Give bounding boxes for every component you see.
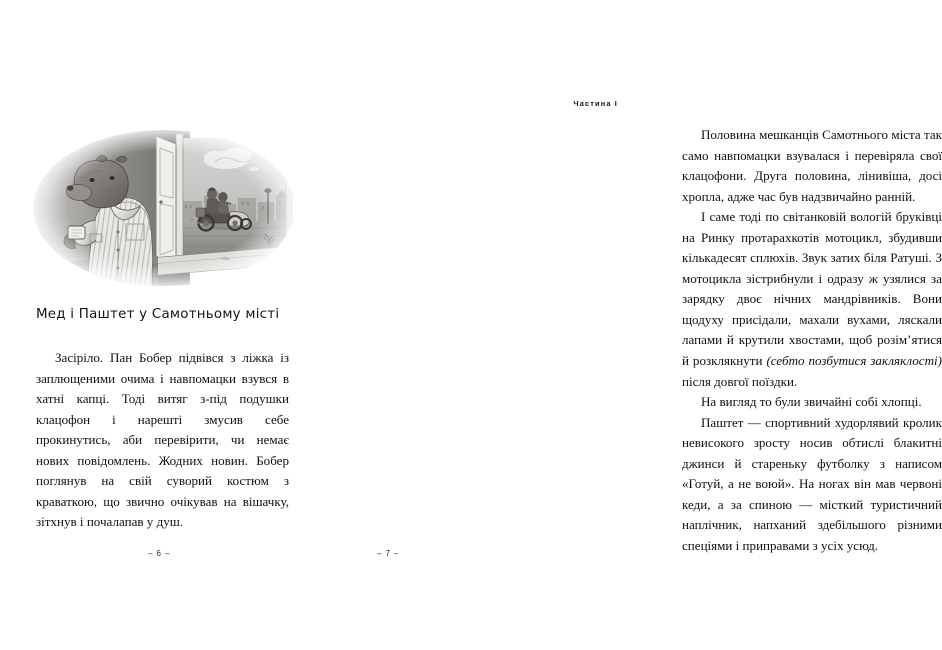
- right-page-body-text: [682, 125, 942, 556]
- chapter-title: Мед і Паштет у Самотньому місті: [36, 306, 280, 322]
- beaver-in-pajamas-illustration: [30, 128, 298, 288]
- left-page: [0, 0, 325, 650]
- paragraph: Паштет — спортивний худорлявий кролик невисокого зросту носив обтислі блакитні джинси й стареньку футболку з написом «Готуй, а не воюй». На ногах він мав червоні кеди, а за спиною — місткий туристичний наплічник, напханий здебільшого різними спеціями і приправами з усіх усюд.: [682, 414, 942, 553]
- paragraph-with-italic: [682, 207, 942, 392]
- page-number-left: – 6 –: [148, 549, 171, 558]
- italic-aside: (себто позбутися закляклості): [766, 353, 942, 369]
- left-page-body-text: [36, 348, 289, 533]
- page-number-right: – 7 –: [377, 549, 400, 558]
- paragraph: На вигляд то були звичайні собі хлопці.: [701, 394, 922, 410]
- paragraph-text-before-italic: І саме тоді по світанковій вологій бруківці на Ринку протарахкотів мотоцикл, збудивши кількадесят сплюхів. Звук затих біля Ратуші. З мотоцикла зістрибнули і одразу ж узялися за зарядку двоє нічних мандрівників. Вони щодуху присідали, махали вухами, ляскали лапами й крутили хвостами, щоб розім’ятися й розклякнути: [682, 209, 942, 369]
- paragraph: Засіріло. Пан Бобер підвівся з ліжка із заплющеними очима і навпомацки взувся в хатні капці. Тоді витяг з-під подушки клацофон і нарешті змусив себе прокинутись, аби перевірити, чи немає нових повідомлень. Жодних новин. Бобер поглянув на свій суворий костюм з краваткою, що звично очікував на вішачку, зітхнув і почалапав у душ.: [36, 350, 289, 530]
- paragraph-text-after-italic: після довгої поїздки.: [682, 373, 798, 389]
- running-head: Частина І: [573, 99, 618, 108]
- right-page: [325, 0, 942, 650]
- paragraph: Половина мешканців Самотнього міста так само навпомацки взувалася і перевіряла свої клацофони. Друга половина, лінивіша, досі хропла, адже час був надзвичайно ранній.: [682, 127, 942, 204]
